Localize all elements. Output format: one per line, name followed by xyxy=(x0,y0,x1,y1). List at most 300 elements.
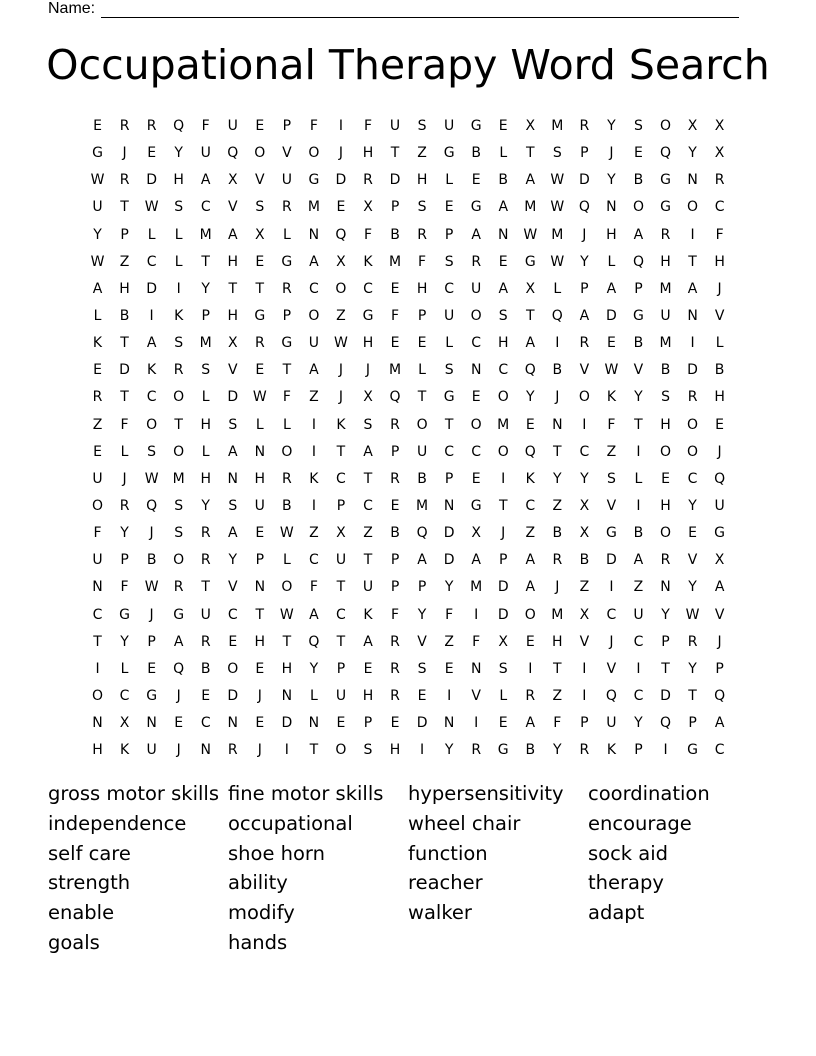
grid-letter[interactable]: I xyxy=(555,335,560,352)
grid-letter[interactable]: U xyxy=(416,443,428,460)
grid-letter[interactable]: W xyxy=(523,226,538,243)
grid-letter[interactable]: E xyxy=(93,362,102,379)
grid-letter[interactable]: K xyxy=(606,389,616,406)
grid-letter[interactable]: U xyxy=(254,497,265,514)
grid-letter[interactable]: N xyxy=(443,715,455,732)
grid-letter[interactable]: O xyxy=(308,145,320,162)
grid-letter[interactable]: R xyxy=(579,742,590,759)
grid-letter[interactable]: P xyxy=(634,742,643,759)
grid-letter[interactable]: S xyxy=(363,416,373,433)
grid-letter[interactable]: M xyxy=(199,226,212,243)
grid-letter[interactable]: A xyxy=(525,552,536,569)
grid-letter[interactable]: O xyxy=(335,742,347,759)
grid-letter[interactable]: E xyxy=(634,145,643,162)
grid-letter[interactable]: W xyxy=(279,606,294,623)
grid-letter[interactable]: N xyxy=(470,660,482,677)
grid-letter[interactable]: S xyxy=(606,470,616,487)
grid-letter[interactable]: S xyxy=(201,362,211,379)
grid-letter[interactable]: C xyxy=(227,606,238,623)
grid-letter[interactable]: T xyxy=(553,660,562,677)
grid-letter[interactable]: X xyxy=(498,633,509,650)
grid-letter[interactable]: T xyxy=(363,470,373,487)
grid-letter[interactable]: P xyxy=(390,552,400,569)
grid-letter[interactable]: P xyxy=(444,470,454,487)
grid-letter[interactable]: C xyxy=(687,470,698,487)
grid-letter[interactable]: G xyxy=(605,525,617,542)
grid-letter[interactable]: Q xyxy=(632,253,644,270)
grid-letter[interactable]: R xyxy=(714,172,725,189)
grid-letter[interactable]: C xyxy=(146,253,157,270)
grid-letter[interactable]: F xyxy=(363,226,373,243)
grid-letter[interactable]: O xyxy=(659,525,672,542)
grid-letter[interactable]: I xyxy=(284,742,289,759)
grid-letter[interactable]: R xyxy=(363,172,373,189)
grid-letter[interactable]: Z xyxy=(363,525,373,542)
grid-letter[interactable]: G xyxy=(524,253,536,270)
grid-letter[interactable]: S xyxy=(174,199,184,216)
grid-letter[interactable]: D xyxy=(687,362,698,379)
grid-letter[interactable]: P xyxy=(363,715,373,732)
grid-letter[interactable]: O xyxy=(632,199,644,216)
grid-letter[interactable]: S xyxy=(444,362,454,379)
grid-letter[interactable]: A xyxy=(714,579,725,596)
grid-letter[interactable]: E xyxy=(390,280,400,297)
grid-letter[interactable]: Z xyxy=(336,307,346,324)
grid-letter[interactable]: C xyxy=(363,280,373,297)
grid-letter[interactable]: J xyxy=(338,145,344,162)
grid-letter[interactable]: N xyxy=(497,226,509,243)
grid-letter[interactable]: Y xyxy=(93,226,102,243)
grid-letter[interactable]: D xyxy=(578,172,590,189)
grid-letter[interactable]: L xyxy=(499,145,508,162)
grid-letter[interactable]: Y xyxy=(688,660,697,677)
grid-letter[interactable]: E xyxy=(336,199,346,216)
grid-letter[interactable]: L xyxy=(715,335,724,352)
grid-letter[interactable]: C xyxy=(633,687,644,704)
grid-letter[interactable]: J xyxy=(176,687,181,704)
grid-letter[interactable]: V xyxy=(417,633,427,650)
grid-letter[interactable]: M xyxy=(388,362,402,379)
grid-letter[interactable]: L xyxy=(634,470,643,487)
grid-letter[interactable]: W xyxy=(550,253,565,270)
grid-letter[interactable]: L xyxy=(201,443,210,460)
grid-letter[interactable]: Y xyxy=(607,172,616,189)
grid-letter[interactable]: C xyxy=(579,443,590,460)
grid-letter[interactable]: P xyxy=(634,280,643,297)
grid-letter[interactable]: T xyxy=(120,335,129,352)
grid-letter[interactable]: I xyxy=(690,226,695,243)
grid-letter[interactable]: C xyxy=(200,715,211,732)
grid-letter[interactable]: Q xyxy=(173,660,185,677)
grid-letter[interactable]: M xyxy=(551,606,564,623)
grid-letter[interactable]: Z xyxy=(579,579,590,596)
grid-letter[interactable]: Z xyxy=(119,253,130,270)
grid-letter[interactable]: G xyxy=(443,145,455,162)
grid-letter[interactable]: E xyxy=(363,660,373,677)
grid-letter[interactable]: P xyxy=(417,307,427,324)
grid-letter[interactable]: M xyxy=(524,199,537,216)
grid-letter[interactable]: P xyxy=(444,226,454,243)
grid-letter[interactable]: H xyxy=(660,253,671,270)
grid-letter[interactable]: A xyxy=(146,335,157,352)
grid-letter[interactable]: D xyxy=(389,172,401,189)
grid-letter[interactable]: M xyxy=(199,335,212,352)
grid-letter[interactable]: R xyxy=(552,552,563,569)
grid-letter[interactable]: B xyxy=(471,145,481,162)
grid-letter[interactable]: R xyxy=(173,362,184,379)
grid-letter[interactable]: A xyxy=(471,226,481,243)
grid-letter[interactable]: Z xyxy=(633,579,644,596)
grid-letter[interactable]: J xyxy=(176,742,181,759)
grid-letter[interactable]: N xyxy=(146,715,157,732)
grid-letter[interactable]: Q xyxy=(416,525,428,542)
grid-letter[interactable]: O xyxy=(173,552,185,569)
grid-letter[interactable]: C xyxy=(714,742,725,759)
grid-letter[interactable]: H xyxy=(119,280,130,297)
grid-letter[interactable]: O xyxy=(497,443,509,460)
grid-letter[interactable]: Y xyxy=(661,606,670,623)
grid-letter[interactable]: S xyxy=(174,335,184,352)
grid-letter[interactable]: M xyxy=(551,226,564,243)
grid-letter[interactable]: X xyxy=(227,335,238,352)
grid-letter[interactable]: J xyxy=(501,525,506,542)
grid-letter[interactable]: N xyxy=(687,172,698,189)
grid-letter[interactable]: D xyxy=(119,362,130,379)
grid-letter[interactable]: Q xyxy=(389,389,401,406)
grid-letter[interactable]: B xyxy=(282,497,292,514)
grid-letter[interactable]: Z xyxy=(525,525,536,542)
grid-letter[interactable]: T xyxy=(93,633,102,650)
grid-letter[interactable]: Y xyxy=(525,389,535,406)
grid-letter[interactable]: K xyxy=(119,742,130,759)
grid-letter[interactable]: R xyxy=(471,253,482,270)
grid-letter[interactable]: G xyxy=(173,606,185,623)
grid-letter[interactable]: V xyxy=(633,362,644,379)
grid-letter[interactable]: G xyxy=(714,525,726,542)
grid-letter[interactable]: E xyxy=(417,687,427,704)
grid-letter[interactable]: E xyxy=(471,470,481,487)
grid-letter[interactable]: G xyxy=(362,307,374,324)
grid-letter[interactable]: G xyxy=(470,118,482,134)
grid-letter[interactable]: H xyxy=(606,226,617,243)
grid-letter[interactable]: S xyxy=(228,416,238,433)
grid-letter[interactable]: Q xyxy=(659,715,672,732)
grid-letter[interactable]: T xyxy=(255,280,265,297)
grid-letter[interactable]: W xyxy=(604,362,619,379)
grid-letter[interactable]: H xyxy=(362,335,374,352)
grid-letter[interactable]: C xyxy=(714,199,725,216)
grid-letter[interactable]: N xyxy=(606,199,617,216)
grid-letter[interactable]: H xyxy=(416,280,428,297)
grid-letter[interactable]: V xyxy=(714,606,725,623)
grid-letter[interactable]: J xyxy=(717,443,722,460)
grid-letter[interactable]: T xyxy=(525,145,535,162)
grid-letter[interactable]: V xyxy=(282,145,292,162)
grid-letter[interactable]: N xyxy=(660,579,671,596)
grid-letter[interactable]: B xyxy=(714,362,725,379)
grid-letter[interactable]: P xyxy=(147,633,156,650)
grid-letter[interactable]: S xyxy=(417,660,427,677)
grid-letter[interactable]: C xyxy=(633,633,644,650)
grid-letter[interactable]: X xyxy=(363,199,373,216)
grid-letter[interactable]: P xyxy=(255,552,265,569)
name-field[interactable] xyxy=(48,0,739,18)
grid-letter[interactable]: I xyxy=(690,335,695,352)
grid-letter[interactable]: I xyxy=(447,687,452,704)
grid-letter[interactable]: N xyxy=(443,497,455,514)
grid-letter[interactable]: F xyxy=(309,118,318,134)
grid-letter[interactable]: G xyxy=(470,199,482,216)
grid-letter[interactable]: Z xyxy=(92,416,103,433)
grid-letter[interactable]: R xyxy=(525,687,536,704)
grid-letter[interactable]: F xyxy=(418,253,427,270)
grid-letter[interactable]: A xyxy=(227,226,238,243)
grid-letter[interactable]: D xyxy=(281,715,293,732)
grid-letter[interactable]: E xyxy=(255,525,265,542)
grid-letter[interactable]: T xyxy=(390,145,400,162)
grid-letter[interactable]: B xyxy=(552,525,563,542)
grid-letter[interactable]: V xyxy=(227,579,238,596)
grid-letter[interactable]: S xyxy=(444,253,454,270)
grid-letter[interactable]: M xyxy=(388,253,402,270)
grid-letter[interactable]: T xyxy=(282,362,292,379)
grid-letter[interactable]: G xyxy=(119,606,130,623)
grid-letter[interactable]: F xyxy=(120,579,129,596)
grid-letter[interactable]: R xyxy=(579,335,590,352)
grid-letter[interactable]: I xyxy=(149,307,154,324)
grid-letter[interactable]: Y xyxy=(417,606,427,623)
grid-letter[interactable]: B xyxy=(200,660,211,677)
letter-grid[interactable] xyxy=(84,113,733,764)
grid-letter[interactable]: T xyxy=(336,443,346,460)
grid-letter[interactable]: P xyxy=(417,579,427,596)
grid-letter[interactable]: T xyxy=(336,633,346,650)
grid-letter[interactable]: X xyxy=(714,552,725,569)
grid-letter[interactable]: X xyxy=(579,525,590,542)
grid-letter[interactable]: O xyxy=(687,443,699,460)
grid-letter[interactable]: F xyxy=(309,579,318,596)
grid-letter[interactable]: W xyxy=(550,199,565,216)
grid-letter[interactable]: O xyxy=(173,389,185,406)
grid-letter[interactable]: T xyxy=(363,552,373,569)
grid-letter[interactable]: B xyxy=(417,470,427,487)
grid-letter[interactable]: H xyxy=(254,470,266,487)
grid-letter[interactable]: E xyxy=(93,118,102,134)
grid-letter[interactable]: Y xyxy=(580,470,589,487)
grid-letter[interactable]: Z xyxy=(552,497,563,514)
grid-letter[interactable]: L xyxy=(445,335,454,352)
grid-letter[interactable]: E xyxy=(715,416,725,433)
grid-letter[interactable]: G xyxy=(470,497,482,514)
grid-letter[interactable]: U xyxy=(362,579,374,596)
grid-letter[interactable]: P xyxy=(336,660,346,677)
grid-letter[interactable]: N xyxy=(552,416,563,433)
grid-letter[interactable]: L xyxy=(282,416,291,433)
grid-letter[interactable]: Y xyxy=(688,145,697,162)
grid-letter[interactable]: A xyxy=(525,335,536,352)
grid-letter[interactable]: B xyxy=(552,362,563,379)
grid-letter[interactable]: O xyxy=(659,118,672,134)
grid-letter[interactable]: U xyxy=(200,606,211,623)
grid-letter[interactable]: O xyxy=(254,145,266,162)
grid-letter[interactable]: N xyxy=(92,715,103,732)
grid-letter[interactable]: K xyxy=(606,742,616,759)
grid-letter[interactable]: N xyxy=(254,579,266,596)
grid-letter[interactable]: T xyxy=(553,443,562,460)
grid-letter[interactable]: P xyxy=(120,226,129,243)
grid-letter[interactable]: Y xyxy=(201,280,210,297)
grid-letter[interactable]: B xyxy=(390,226,400,243)
grid-letter[interactable]: K xyxy=(147,362,157,379)
grid-letter[interactable]: W xyxy=(144,470,159,487)
grid-letter[interactable]: E xyxy=(498,253,508,270)
grid-letter[interactable]: C xyxy=(200,199,211,216)
grid-letter[interactable]: J xyxy=(609,633,614,650)
grid-letter[interactable]: V xyxy=(227,199,238,216)
grid-letter[interactable]: Q xyxy=(308,633,320,650)
grid-letter[interactable]: D xyxy=(227,389,239,406)
grid-letter[interactable]: M xyxy=(307,199,320,216)
grid-letter[interactable]: R xyxy=(281,199,292,216)
grid-letter[interactable]: I xyxy=(582,660,587,677)
grid-letter[interactable]: J xyxy=(555,389,560,406)
grid-letter[interactable]: O xyxy=(146,416,158,433)
grid-letter[interactable]: U xyxy=(92,199,103,216)
grid-letter[interactable]: R xyxy=(254,335,265,352)
grid-letter[interactable]: J xyxy=(122,145,127,162)
grid-letter[interactable]: D xyxy=(497,606,509,623)
grid-letter[interactable]: E xyxy=(147,660,157,677)
grid-letter[interactable]: A xyxy=(498,199,509,216)
grid-letter[interactable]: S xyxy=(661,389,670,406)
grid-letter[interactable]: P xyxy=(715,660,724,677)
grid-letter[interactable]: R xyxy=(227,742,238,759)
grid-letter[interactable]: T xyxy=(336,579,346,596)
grid-letter[interactable]: T xyxy=(688,687,697,704)
grid-letter[interactable]: Z xyxy=(309,525,319,542)
grid-letter[interactable]: N xyxy=(92,579,103,596)
grid-letter[interactable]: J xyxy=(338,389,344,406)
grid-letter[interactable]: Z xyxy=(309,389,319,406)
grid-letter[interactable]: G xyxy=(281,335,293,352)
grid-letter[interactable]: B xyxy=(633,172,644,189)
grid-letter[interactable]: A xyxy=(525,715,536,732)
grid-letter[interactable]: T xyxy=(174,416,183,433)
grid-letter[interactable]: P xyxy=(688,715,697,732)
grid-letter[interactable]: L xyxy=(93,307,102,324)
grid-letter[interactable]: T xyxy=(525,307,535,324)
grid-letter[interactable]: A xyxy=(498,280,509,297)
grid-letter[interactable]: E xyxy=(93,443,102,460)
grid-letter[interactable]: K xyxy=(174,307,184,324)
grid-letter[interactable]: R xyxy=(417,226,427,243)
grid-letter[interactable]: O xyxy=(308,307,320,324)
grid-letter[interactable]: R xyxy=(687,389,698,406)
grid-letter[interactable]: Q xyxy=(227,145,239,162)
grid-letter[interactable]: U xyxy=(335,552,347,569)
grid-letter[interactable]: M xyxy=(551,118,564,134)
grid-letter[interactable]: O xyxy=(524,606,536,623)
grid-letter[interactable]: E xyxy=(525,416,535,433)
grid-letter[interactable]: P xyxy=(580,280,589,297)
grid-letter[interactable]: M xyxy=(659,335,672,352)
grid-letter[interactable]: Q xyxy=(659,145,672,162)
grid-letter[interactable]: K xyxy=(309,470,319,487)
grid-letter[interactable]: Q xyxy=(714,470,726,487)
grid-letter[interactable]: J xyxy=(257,742,262,759)
grid-letter[interactable]: T xyxy=(228,280,238,297)
grid-letter[interactable]: T xyxy=(120,199,129,216)
grid-letter[interactable]: G xyxy=(443,389,455,406)
grid-letter[interactable]: U xyxy=(200,145,211,162)
grid-letter[interactable]: W xyxy=(90,253,105,270)
grid-letter[interactable]: P xyxy=(336,497,346,514)
grid-letter[interactable]: F xyxy=(282,389,291,406)
grid-letter[interactable]: C xyxy=(309,280,319,297)
grid-letter[interactable]: B xyxy=(633,525,644,542)
grid-letter[interactable]: L xyxy=(147,226,156,243)
grid-letter[interactable]: M xyxy=(470,579,483,596)
grid-letter[interactable]: M xyxy=(497,416,510,433)
grid-letter[interactable]: G xyxy=(497,742,509,759)
grid-letter[interactable]: R xyxy=(390,633,400,650)
grid-letter[interactable]: W xyxy=(144,199,159,216)
grid-letter[interactable]: A xyxy=(227,443,238,460)
grid-letter[interactable]: J xyxy=(149,525,154,542)
grid-letter[interactable]: T xyxy=(201,579,210,596)
grid-letter[interactable]: C xyxy=(92,606,103,623)
grid-letter[interactable]: L xyxy=(282,552,291,569)
grid-letter[interactable]: G xyxy=(660,199,671,216)
grid-letter[interactable]: A xyxy=(92,280,103,297)
grid-letter[interactable]: S xyxy=(417,199,427,216)
grid-letter[interactable]: I xyxy=(636,660,641,677)
grid-letter[interactable]: J xyxy=(717,633,722,650)
grid-letter[interactable]: U xyxy=(660,307,671,324)
grid-letter[interactable]: V xyxy=(255,172,265,189)
grid-letter[interactable]: O xyxy=(92,687,104,704)
grid-letter[interactable]: P xyxy=(282,307,292,324)
grid-letter[interactable]: E xyxy=(688,525,697,542)
grid-letter[interactable]: R xyxy=(146,118,157,134)
grid-letter[interactable]: I xyxy=(609,579,614,596)
grid-letter[interactable]: H xyxy=(227,253,239,270)
grid-letter[interactable]: H xyxy=(200,470,211,487)
grid-letter[interactable]: D xyxy=(497,579,509,596)
grid-letter[interactable]: T xyxy=(255,606,265,623)
grid-letter[interactable]: N xyxy=(308,226,320,243)
grid-letter[interactable]: P xyxy=(120,552,129,569)
grid-letter[interactable]: F xyxy=(391,606,400,623)
grid-letter[interactable]: U xyxy=(444,307,455,324)
grid-letter[interactable]: O xyxy=(335,280,347,297)
grid-letter[interactable]: A xyxy=(417,552,427,569)
grid-letter[interactable]: S xyxy=(363,742,373,759)
grid-letter[interactable]: L xyxy=(607,253,616,270)
grid-letter[interactable]: Y xyxy=(553,742,562,759)
grid-letter[interactable]: Z xyxy=(552,687,563,704)
grid-letter[interactable]: H xyxy=(92,742,103,759)
grid-letter[interactable]: O xyxy=(281,443,293,460)
grid-letter[interactable]: O xyxy=(497,389,509,406)
grid-letter[interactable]: R xyxy=(173,579,184,596)
grid-letter[interactable]: G xyxy=(308,172,320,189)
grid-letter[interactable]: A xyxy=(525,579,536,596)
grid-letter[interactable]: X xyxy=(525,280,536,297)
grid-letter[interactable]: N xyxy=(227,470,238,487)
grid-letter[interactable]: R xyxy=(119,497,130,514)
grid-letter[interactable]: E xyxy=(444,660,454,677)
